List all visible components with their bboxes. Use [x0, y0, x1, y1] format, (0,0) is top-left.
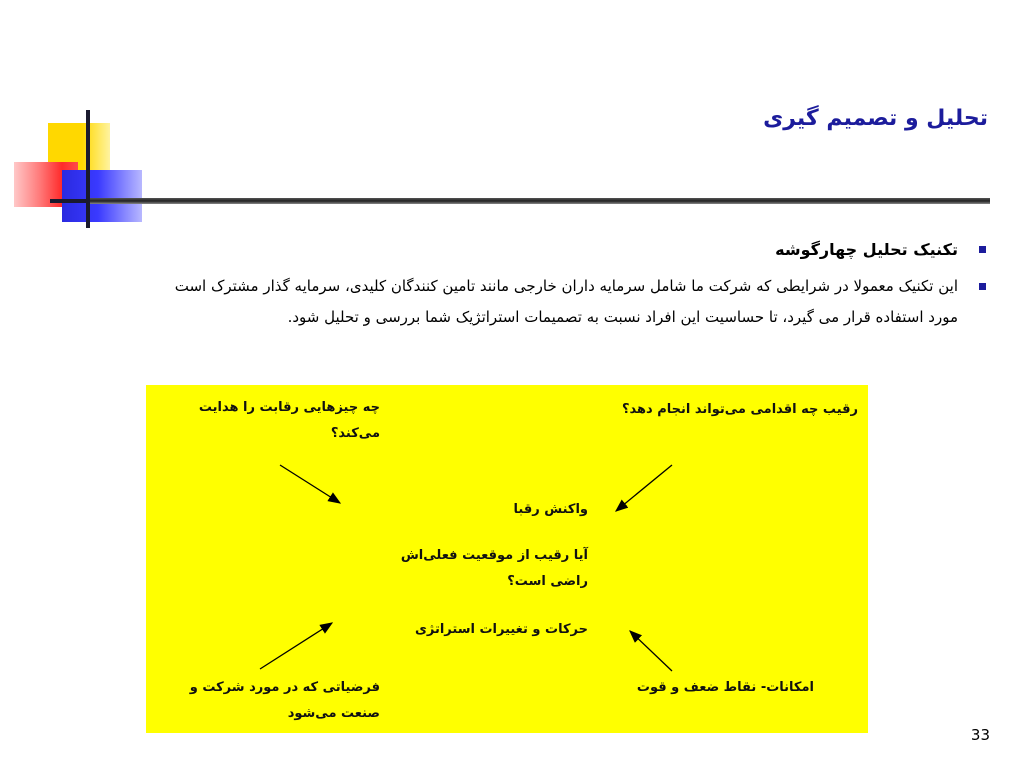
- diagram-center-text-3: حرکات و تغییرات استراتژی: [414, 622, 588, 637]
- bullet-item: [158, 234, 958, 265]
- bullet-list: [158, 234, 958, 339]
- bullet-text: این تکنیک معمولا در شرایطی که شرکت ما شامل سرمایه داران خارجی مانند تامین کنندگان کلیدی، سرمایه گذار مشترک است مورد استفاده قرار می گیرد، تا حساسیت این افراد نسبت به تصمیمات استراتژیک شما بررسی و تحلیل شود.: [174, 277, 958, 326]
- diagram-center-text-2: آیا رقیب از موقعیت فعلی‌اش راضی است؟: [400, 548, 588, 589]
- diagram-bottom-left-text: فرضیاتی که در مورد شرکت و صنعت می‌شود: [189, 680, 380, 721]
- arrow-top-right: [616, 465, 672, 511]
- logo-vertical-line: [86, 110, 90, 228]
- page-number: 33: [970, 726, 990, 744]
- diagram-top-right-text: رقیب چه اقدامی می‌تواند انجام دهد؟: [621, 402, 858, 417]
- arrow-bottom-right: [630, 631, 672, 671]
- diagram-top-left-text: چه چیزهایی رقابت را هدایت می‌کند؟: [198, 400, 380, 441]
- bullet-item: [158, 271, 958, 333]
- arrow-bottom-left: [260, 623, 332, 669]
- bullet-text: تکنیک تحلیل چهارگوشه: [775, 240, 958, 259]
- four-corner-diagram: [146, 385, 868, 733]
- bullet-marker-icon: [979, 283, 986, 290]
- logo-blue-square: [62, 170, 142, 222]
- slide-title: تحلیل و تصمیم گیری: [763, 106, 988, 131]
- bullet-marker-icon: [979, 246, 986, 253]
- diagram-bottom-right-text: امکانات- نقاط ضعف و قوت: [636, 680, 814, 695]
- diagram-center-text-1: واکنش رقبا: [513, 502, 588, 517]
- arrow-top-left: [280, 465, 340, 503]
- title-divider: [90, 198, 990, 204]
